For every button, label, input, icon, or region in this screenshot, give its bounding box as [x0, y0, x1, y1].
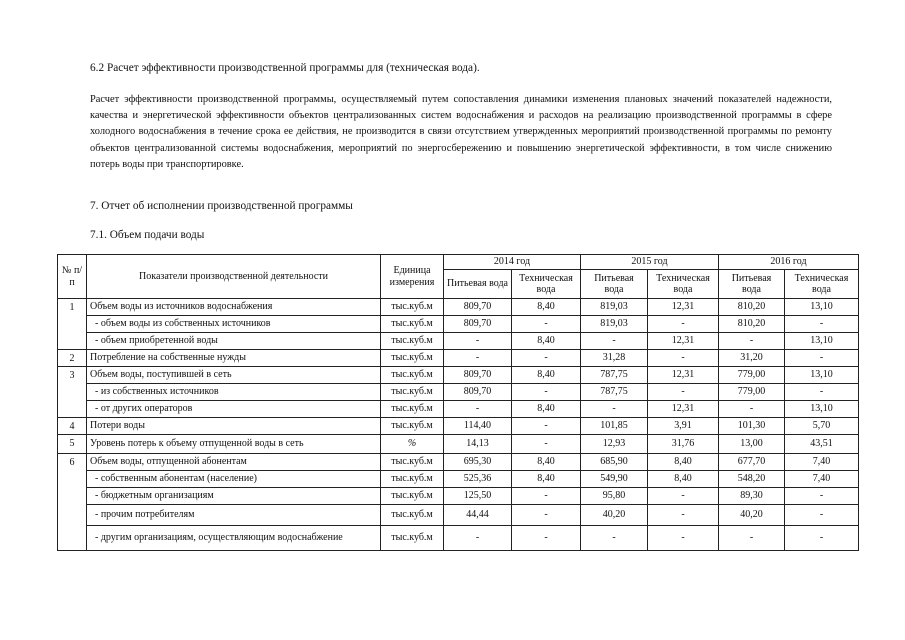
value-cell: - [719, 401, 785, 418]
row-indicator: Потребление на собственные нужды [87, 350, 381, 367]
value-cell: 677,70 [719, 454, 785, 471]
value-cell: 12,93 [581, 435, 648, 454]
value-cell: - [785, 316, 859, 333]
value-cell: 809,70 [444, 299, 512, 316]
row-unit: тыс.куб.м [381, 401, 444, 418]
row-indicator: - собственным абонентам (население) [87, 471, 381, 488]
table-row [58, 384, 859, 401]
table-row [58, 299, 859, 316]
value-cell: 125,50 [444, 488, 512, 505]
value-cell: - [581, 526, 648, 551]
value-cell: 12,31 [648, 333, 719, 350]
row-indicator: - от других операторов [87, 401, 381, 418]
value-cell: - [512, 418, 581, 435]
value-cell: - [512, 384, 581, 401]
row-unit: тыс.куб.м [381, 488, 444, 505]
row-indicator: - из собственных источников [87, 384, 381, 401]
header-drinking-2016: Питьевая вода [719, 270, 785, 299]
row-number: 4 [58, 418, 87, 435]
header-num: № п/п [58, 255, 87, 299]
value-cell: - [512, 435, 581, 454]
value-cell: 685,90 [581, 454, 648, 471]
row-unit: тыс.куб.м [381, 505, 444, 526]
value-cell: 12,31 [648, 299, 719, 316]
table-row [58, 418, 859, 435]
value-cell: 14,13 [444, 435, 512, 454]
value-cell: 12,31 [648, 367, 719, 384]
table-row [58, 488, 859, 505]
row-unit: тыс.куб.м [381, 384, 444, 401]
row-number: 5 [58, 435, 87, 454]
value-cell: 8,40 [512, 471, 581, 488]
value-cell: - [785, 488, 859, 505]
value-cell: 8,40 [512, 367, 581, 384]
value-cell: - [785, 526, 859, 551]
table-row [58, 401, 859, 418]
value-cell: 5,70 [785, 418, 859, 435]
row-number: 1 [58, 299, 87, 350]
value-cell: - [512, 316, 581, 333]
table-row [58, 367, 859, 384]
value-cell: 101,85 [581, 418, 648, 435]
value-cell: - [648, 488, 719, 505]
value-cell: 810,20 [719, 299, 785, 316]
row-indicator: Объем воды из источников водоснабжения [87, 299, 381, 316]
row-unit: тыс.куб.м [381, 471, 444, 488]
row-unit: тыс.куб.м [381, 526, 444, 551]
value-cell: 809,70 [444, 384, 512, 401]
row-unit: тыс.куб.м [381, 316, 444, 333]
table-row [58, 316, 859, 333]
value-cell: - [648, 505, 719, 526]
value-cell: 809,70 [444, 367, 512, 384]
value-cell: 787,75 [581, 384, 648, 401]
row-unit: тыс.куб.м [381, 333, 444, 350]
body-paragraph: Расчет эффективности производственной программы, осуществляемый путем сопоставления динамики изменения плановых значений показателей надежности, качества и энергетической эффективности объектов централизованных систем водоснабжения и расходов на реализацию производственной программы в сфере холодного водоснабжения в течение срока ее действия, не производится в связи отсутствием утвержденных мероприятий производственной программы по ремонту объектов централизованной системы водоснабжения, мероприятий по энергосбережению и повышению энергетической эффективности, в том числе снижению потерь воды при транспортировке. [90, 94, 832, 170]
table-row [58, 435, 859, 454]
value-cell: 13,10 [785, 367, 859, 384]
row-indicator: - бюджетным организациям [87, 488, 381, 505]
value-cell: - [444, 333, 512, 350]
header-drinking-2015: Питьевая вода [581, 270, 648, 299]
section-heading-7: 7. Отчет об исполнении производственной программы [90, 200, 353, 212]
value-cell: 12,31 [648, 401, 719, 418]
value-cell: - [648, 384, 719, 401]
row-indicator: Уровень потерь к объему отпущенной воды в сеть [87, 435, 381, 454]
header-technical-2014: Техническая вода [512, 270, 581, 299]
header-technical-2016: Техническая вода [785, 270, 859, 299]
value-cell: - [648, 526, 719, 551]
row-number: 3 [58, 367, 87, 418]
value-cell: 7,40 [785, 471, 859, 488]
value-cell: - [648, 350, 719, 367]
table-row [58, 526, 859, 551]
value-cell: - [444, 401, 512, 418]
value-cell: 44,44 [444, 505, 512, 526]
row-indicator: Потери воды [87, 418, 381, 435]
value-cell: - [512, 350, 581, 367]
row-indicator: Объем воды, поступившей в сеть [87, 367, 381, 384]
row-indicator: Объем воды, отпущенной абонентам [87, 454, 381, 471]
value-cell: 525,36 [444, 471, 512, 488]
value-cell: 31,76 [648, 435, 719, 454]
value-cell: - [581, 401, 648, 418]
header-year-2016: 2016 год [719, 255, 859, 270]
value-cell: 810,20 [719, 316, 785, 333]
value-cell: 13,10 [785, 299, 859, 316]
value-cell: - [785, 384, 859, 401]
header-technical-2015: Техническая вода [648, 270, 719, 299]
value-cell: - [512, 505, 581, 526]
value-cell: 31,28 [581, 350, 648, 367]
row-indicator: - прочим потребителям [87, 505, 381, 526]
header-indicator: Показатели производственной деятельности [87, 255, 381, 299]
value-cell: 8,40 [648, 454, 719, 471]
value-cell: 40,20 [581, 505, 648, 526]
row-unit: тыс.куб.м [381, 299, 444, 316]
row-indicator: - объем приобретенной воды [87, 333, 381, 350]
value-cell: 13,10 [785, 401, 859, 418]
value-cell: 819,03 [581, 316, 648, 333]
section-heading-6-2: 6.2 Расчет эффективности производственной программы для (техническая вода). [90, 62, 480, 74]
value-cell: 8,40 [512, 299, 581, 316]
value-cell: 549,90 [581, 471, 648, 488]
row-unit: тыс.куб.м [381, 350, 444, 367]
header-year-2015: 2015 год [581, 255, 719, 270]
table-row [58, 454, 859, 471]
value-cell: 114,40 [444, 418, 512, 435]
value-cell: 8,40 [648, 471, 719, 488]
row-indicator: - другим организациям, осуществляющим водоснабжение [87, 526, 381, 551]
value-cell: 31,20 [719, 350, 785, 367]
value-cell: - [785, 505, 859, 526]
value-cell: 13,00 [719, 435, 785, 454]
value-cell: 89,30 [719, 488, 785, 505]
value-cell: 101,30 [719, 418, 785, 435]
value-cell: 548,20 [719, 471, 785, 488]
row-unit: % [381, 435, 444, 454]
water-supply-table [57, 254, 859, 551]
value-cell: 695,30 [444, 454, 512, 471]
value-cell: - [444, 350, 512, 367]
table-row [58, 505, 859, 526]
table-row [58, 350, 859, 367]
value-cell: - [512, 488, 581, 505]
header-unit: Единица измерения [381, 255, 444, 299]
table-row [58, 471, 859, 488]
value-cell: 95,80 [581, 488, 648, 505]
value-cell: 809,70 [444, 316, 512, 333]
value-cell: - [581, 333, 648, 350]
row-number: 6 [58, 454, 87, 551]
value-cell: 779,00 [719, 384, 785, 401]
value-cell: 8,40 [512, 454, 581, 471]
value-cell: 8,40 [512, 401, 581, 418]
value-cell: - [512, 526, 581, 551]
section-heading-7-1: 7.1. Объем подачи воды [90, 229, 205, 241]
row-unit: тыс.куб.м [381, 418, 444, 435]
value-cell: 40,20 [719, 505, 785, 526]
value-cell: 819,03 [581, 299, 648, 316]
row-number: 2 [58, 350, 87, 367]
table-row [58, 333, 859, 350]
value-cell: - [719, 526, 785, 551]
value-cell: - [444, 526, 512, 551]
value-cell: 8,40 [512, 333, 581, 350]
value-cell: 7,40 [785, 454, 859, 471]
value-cell: - [785, 350, 859, 367]
value-cell: 787,75 [581, 367, 648, 384]
value-cell: 13,10 [785, 333, 859, 350]
row-unit: тыс.куб.м [381, 367, 444, 384]
value-cell: 3,91 [648, 418, 719, 435]
header-year-2014: 2014 год [444, 255, 581, 270]
header-drinking-2014: Питьевая вода [444, 270, 512, 299]
value-cell: - [648, 316, 719, 333]
row-indicator: - объем воды из собственных источников [87, 316, 381, 333]
value-cell: - [719, 333, 785, 350]
value-cell: 779,00 [719, 367, 785, 384]
value-cell: 43,51 [785, 435, 859, 454]
row-unit: тыс.куб.м [381, 454, 444, 471]
